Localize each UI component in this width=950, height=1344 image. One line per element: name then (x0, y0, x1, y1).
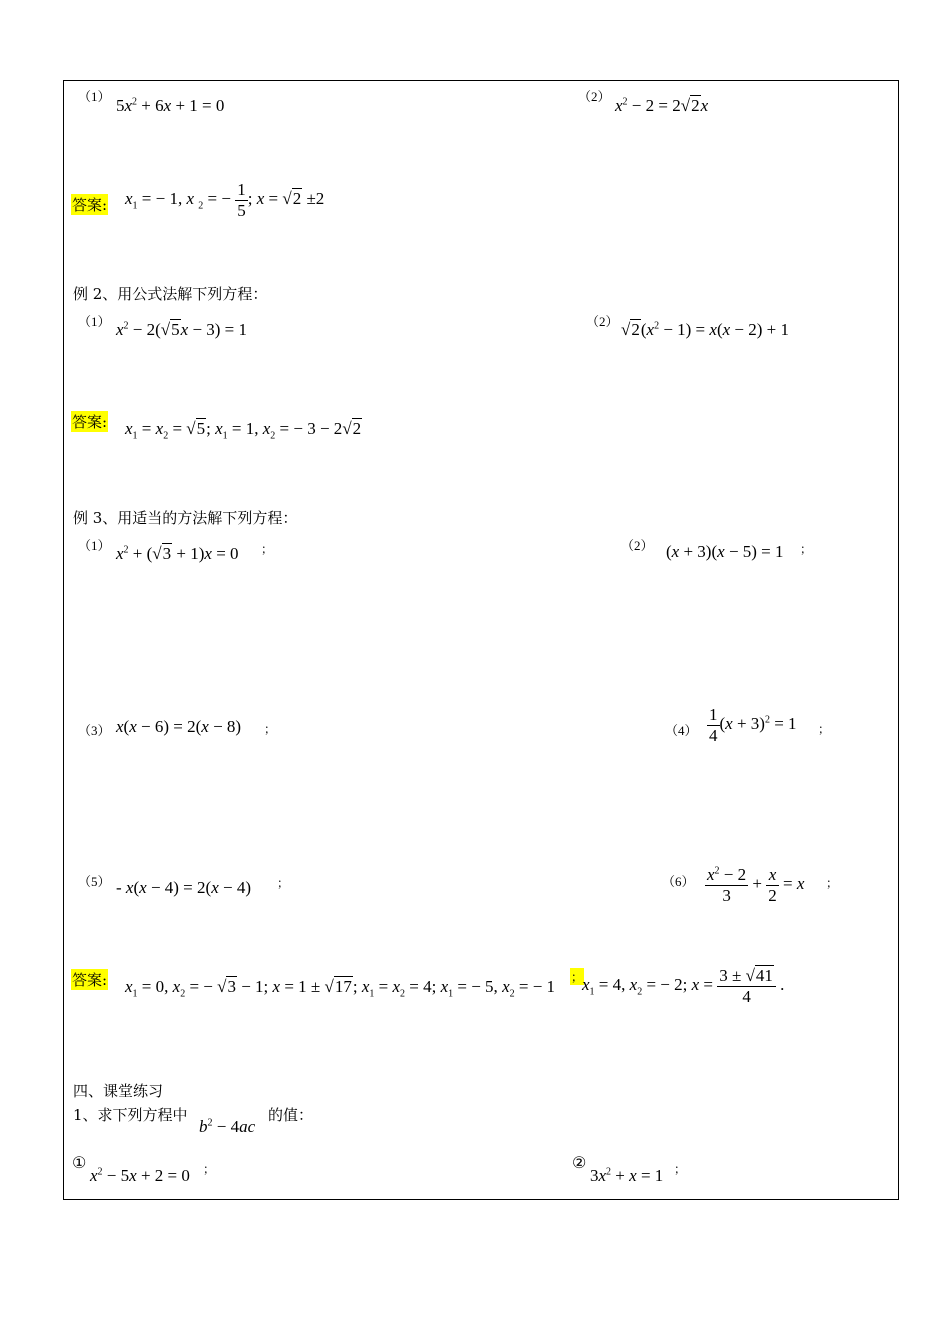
ex3-p2-equation: (x + 3)(x − 5) = 1 (666, 542, 784, 561)
answer-3a-equation: $x_1 = 0$, $x_2$ = − √3 − 1; x = 1 ± √17; $x_1 = x_2 = 4$; $x_1$ = − 5, $x_2$ = − 1 (125, 977, 556, 1000)
ex3-p2-label: （2） (621, 538, 654, 553)
section4-q1-expression: $b^2 - 4ac$ (199, 1117, 256, 1136)
ex3-p6-equation: $\frac{x^2 - 2}{3}$ + $\frac{x}{2}$ = x (707, 865, 805, 905)
ex2-title: 例 2、用公式法解下列方程： (73, 285, 268, 303)
ex3-p4-semicolon: ； (818, 722, 831, 736)
answer-label-3: 答案: (72, 971, 108, 989)
ex3-p1-equation: $x^2 + (√3 + 1)x = 0$ (116, 544, 239, 563)
section4-item1-equation: $x^2 - 5x + 2 = 0$ (90, 1166, 190, 1185)
ex3-p1-semicolon: ； (261, 542, 274, 556)
ex1-p1-equation: $5x^2 + 6x + 1 = 0$ (116, 96, 225, 115)
section4-item2-label: ② (572, 1155, 587, 1172)
section4-item2-equation: $3x^2 + x = 1$ (590, 1166, 664, 1185)
answer-3-mid-semicolon: ； (571, 970, 584, 984)
ex3-p6-label: （6） (662, 874, 695, 889)
ex3-p3-semicolon: ； (264, 722, 277, 736)
ex3-p3-equation: x(x − 6) = 2(x − 8) (116, 717, 242, 736)
ex3-p2-semicolon: ； (800, 542, 813, 556)
section4-item1-semicolon: ； (203, 1162, 216, 1176)
section4-item1-label: ① (72, 1155, 87, 1172)
ex1-p1-eq-text (0, 0, 1, 1)
section4-title: 四、课堂练习 (73, 1082, 164, 1100)
ex3-p1-label: （1） (78, 538, 111, 553)
ex3-p5-semicolon: ； (277, 876, 290, 890)
ex1-p2-label: （2） (578, 89, 611, 104)
ex3-p6-semicolon: ； (826, 876, 839, 890)
ex2-p2-label: （2） (586, 314, 619, 329)
ex2-p1-equation: $x^2 - 2(√5x - 3) = 1$ (116, 320, 248, 339)
ex3-p5-equation: - x(x − 4) = 2(x − 4) (116, 878, 251, 897)
ex3-p4-equation: $\frac{1}{4}$ $(x + 3)^2 = 1$ (709, 705, 797, 745)
ex1-p1-label: （1） (78, 89, 111, 104)
ex3-p3-label: （3） (78, 723, 111, 738)
answer-3b-equation: $x_1 = 4$, $x_2$ = − 2; x = $\frac{3 \pm √41}{4}$ . (582, 966, 785, 1006)
section4-q1-post: 的值： (268, 1106, 314, 1124)
section4-item2-semicolon: ； (674, 1162, 687, 1176)
ex3-p5-label: （5） (78, 874, 111, 889)
answer-2-equation: $x_1 = x_2 = √5$; $x_1 = 1$, $x_2$ = − 3 − 2√2 (125, 419, 362, 442)
ex2-p1-label: （1） (78, 314, 111, 329)
plain-text-equations (0, 0, 1, 1)
answer-1-equation: $x_1$ = − 1, x $_2$ = − $\frac{1}{5}$ ; x = √2 ±2 (125, 180, 325, 220)
section4-q1-pre: 1、求下列方程中 (73, 1106, 188, 1124)
ex3-title: 例 3、用适当的方法解下列方程： (73, 509, 298, 527)
ex3-p4-label: （4） (665, 723, 698, 738)
answer-label-1: 答案: (72, 196, 108, 214)
ex2-p2-equation: $√2(x^2 - 1) = x(x - 2) + 1$ (621, 320, 790, 339)
content-frame (63, 80, 899, 1200)
answer-label-2: 答案: (72, 413, 108, 431)
ex1-p2-equation: $x^2 - 2 = 2√2x$ (615, 96, 709, 115)
